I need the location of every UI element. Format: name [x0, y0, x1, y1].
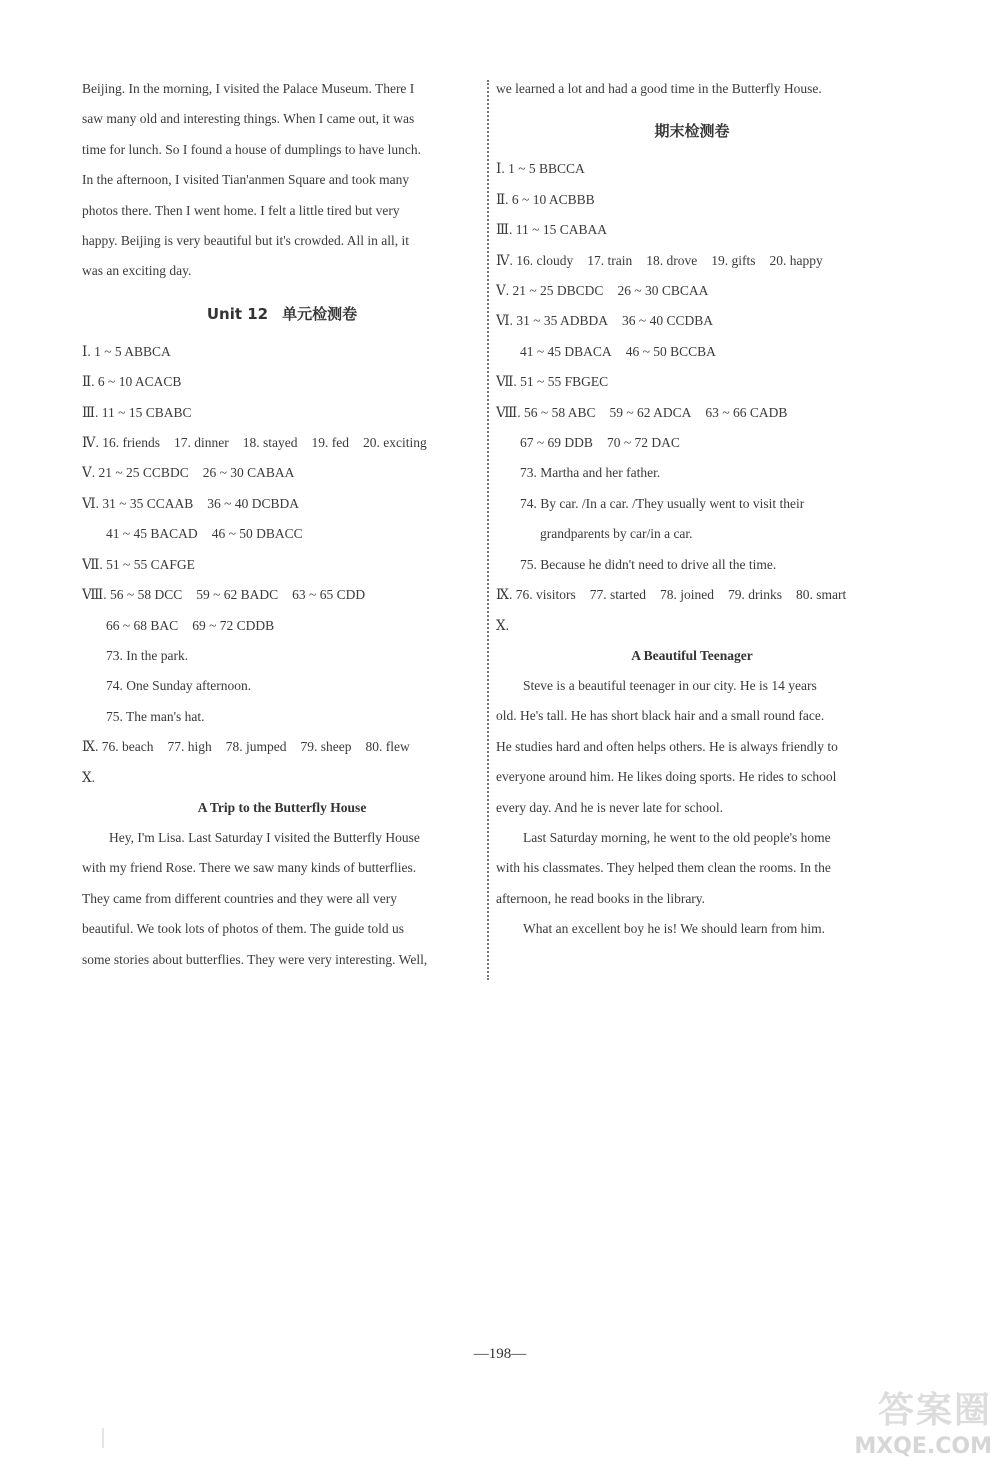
- essay-line: everyone around him. He likes doing sports. He rides to school: [496, 769, 837, 785]
- essay-line: was an exciting day.: [82, 263, 192, 279]
- answer-item: 69 ~ 72 CDDB: [192, 617, 275, 633]
- answer-row-8a: [82, 580, 482, 610]
- answer-item: 79. sheep: [300, 739, 352, 755]
- essay-line: Hey, I'm Lisa. Last Saturday I visited the Butterfly House: [109, 829, 420, 845]
- answer-item: 26 ~ 30 CABAA: [202, 465, 295, 481]
- essay-line: What an excellent boy he is! We should learn from him.: [523, 921, 825, 937]
- answer-item: Ⅸ. 76. beach: [82, 739, 154, 755]
- answer-item: 70 ~ 72 DAC: [606, 435, 680, 451]
- answer-row-8b: [496, 428, 888, 458]
- answer-item: 78. joined: [660, 587, 715, 603]
- essay-line: beautiful. We took lots of photos of them. The guide told us: [82, 921, 405, 937]
- answer-item: 36 ~ 40 CCDBA: [622, 313, 713, 329]
- answer-item: Ⅷ. 56 ~ 58 DCC: [82, 587, 183, 603]
- answer-item: 18. drove: [646, 252, 698, 268]
- answer-item: Ⅷ. 56 ~ 58 ABC: [496, 404, 596, 420]
- answer-item: Ⅴ. 21 ~ 25 CCBDC: [82, 465, 189, 481]
- essay-line: They came from different countries and they were all very: [82, 890, 397, 906]
- answer-item: 80. smart: [796, 587, 847, 603]
- answer-item: 63 ~ 65 CDD: [292, 587, 366, 603]
- final-exam-answers: [496, 154, 888, 641]
- essay-line: saw many old and interesting things. When I came out, it was: [82, 111, 415, 127]
- essay-line: we learned a lot and had a good time in the Butterfly House.: [496, 81, 822, 96]
- answer-row-6b: [496, 337, 888, 367]
- answer-item: 17. train: [587, 252, 633, 268]
- answer-item: 59 ~ 62 BADC: [196, 587, 279, 603]
- essay-title-butterfly: A Trip to the Butterfly House: [197, 799, 367, 815]
- essay-line: In the afternoon, I visited Tian'anmen Square and took many: [82, 172, 410, 188]
- unit11-essay-continuation: [82, 74, 482, 287]
- essay-line: He studies hard and often helps others. He is always friendly to: [496, 738, 838, 754]
- essay-line: Beijing. In the morning, I visited the Palace Museum. There I: [82, 81, 415, 96]
- column-divider: [487, 80, 489, 980]
- watermark-logo: [832, 1388, 992, 1466]
- answer-item: 19. gifts: [711, 252, 756, 268]
- unit12-heading: [82, 299, 482, 329]
- answer-73: 73. In the park.: [106, 647, 189, 663]
- answer-item: 18. stayed: [242, 435, 298, 451]
- answer-row-4: [496, 246, 888, 276]
- answer-item: 46 ~ 50 BCCBA: [625, 343, 716, 359]
- essay-line: Steve is a beautiful teenager in our city. He is 14 years: [523, 677, 817, 693]
- answer-row-7: Ⅶ. 51 ~ 55 CAFGE: [82, 556, 195, 572]
- answer-row-3: Ⅲ. 11 ~ 15 CBABC: [82, 404, 192, 420]
- scan-artifact: [102, 1428, 104, 1448]
- answer-item: Ⅳ. 16. cloudy: [496, 252, 574, 268]
- answer-item: 36 ~ 40 DCBDA: [207, 495, 299, 511]
- unit12-answers: [82, 337, 482, 793]
- answer-row-5: [496, 276, 888, 306]
- right-column: [496, 74, 888, 945]
- watermark-top-text: 答案圈: [877, 1390, 992, 1431]
- answer-item: 77. high: [167, 739, 212, 755]
- answer-row-1: Ⅰ. 1 ~ 5 ABBCA: [82, 343, 171, 359]
- answer-item: 19. fed: [311, 435, 349, 451]
- essay-butterfly: [82, 823, 482, 975]
- answer-item: 78. jumped: [225, 739, 287, 755]
- answer-75: 75. The man's hat.: [106, 708, 205, 724]
- essay-line: time for lunch. So I found a house of dumplings to have lunch.: [82, 141, 421, 157]
- answer-row-2: Ⅱ. 6 ~ 10 ACBBB: [496, 191, 595, 207]
- answer-row-10: Ⅹ.: [496, 617, 509, 633]
- answer-row-1: Ⅰ. 1 ~ 5 BBCCA: [496, 161, 585, 177]
- page-number: —198—: [473, 1346, 527, 1362]
- answer-item: 20. exciting: [362, 435, 427, 451]
- answer-row-9: [496, 580, 888, 610]
- answer-74: 74. One Sunday afternoon.: [106, 678, 252, 694]
- answer-75: 75. Because he didn't need to drive all the time.: [520, 556, 777, 572]
- answer-row-6b: [82, 519, 482, 549]
- essay-teenager: [496, 671, 888, 945]
- answer-row-6a: [496, 306, 888, 336]
- answer-row-6a: [82, 489, 482, 519]
- answer-item: 20. happy: [769, 252, 823, 268]
- answer-item: Ⅵ. 31 ~ 35 ADBDA: [496, 313, 609, 329]
- answer-item: 17. dinner: [173, 435, 229, 451]
- essay-line: with his classmates. They helped them clean the rooms. In the: [496, 860, 831, 876]
- answer-73: 73. Martha and her father.: [520, 465, 661, 481]
- unit12-title-cn: 单元检测卷: [282, 304, 358, 323]
- answer-row-7: Ⅶ. 51 ~ 55 FBGEC: [496, 374, 609, 390]
- final-exam-heading: 期末检测卷: [654, 122, 730, 141]
- essay-line: happy. Beijing is very beautiful but it's crowded. All in all, it: [82, 233, 410, 249]
- answer-item: Ⅸ. 76. visitors: [496, 587, 576, 603]
- answer-row-2: Ⅱ. 6 ~ 10 ACACB: [82, 374, 182, 390]
- essay-line: afternoon, he read books in the library.: [496, 890, 706, 906]
- answer-row-9: [82, 732, 482, 762]
- answer-item: 80. flew: [365, 739, 410, 755]
- answer-item: 26 ~ 30 CBCAA: [617, 283, 709, 299]
- answer-row-8b: [82, 611, 482, 641]
- essay-title-teenager: A Beautiful Teenager: [631, 647, 753, 663]
- essay-line: old. He's tall. He has short black hair and a small round face.: [496, 708, 825, 724]
- answer-item: 46 ~ 50 DBACC: [211, 526, 303, 542]
- answer-item: 66 ~ 68 BAC: [106, 617, 179, 633]
- answer-item: 67 ~ 69 DDB: [520, 435, 593, 451]
- essay-line: some stories about butterflies. They were very interesting. Well,: [82, 951, 428, 967]
- answer-item: 41 ~ 45 DBACA: [520, 343, 612, 359]
- answer-row-5: [82, 458, 482, 488]
- essay-line: with my friend Rose. There we saw many kinds of butterflies.: [82, 860, 417, 876]
- answer-item: 77. started: [589, 587, 647, 603]
- essay-line: photos there. Then I went home. I felt a little tired but very: [82, 202, 400, 218]
- essay-line: Last Saturday morning, he went to the old people's home: [523, 829, 831, 845]
- answer-row-4: [82, 428, 482, 458]
- essay-line: every day. And he is never late for school.: [496, 799, 724, 815]
- answer-row-3: Ⅲ. 11 ~ 15 CABAA: [496, 222, 607, 238]
- answer-row-8a: [496, 398, 888, 428]
- answer-row-10: Ⅹ.: [82, 769, 95, 785]
- answer-item: 41 ~ 45 BACAD: [106, 526, 198, 542]
- answer-item: 59 ~ 62 ADCA: [609, 404, 692, 420]
- left-column: [82, 74, 482, 975]
- watermark-bottom-text: MXQE.COM: [854, 1434, 992, 1459]
- answer-item: Ⅴ. 21 ~ 25 DBCDC: [496, 283, 604, 299]
- answer-74-line1: 74. By car. /In a car. /They usually went to visit their: [520, 495, 805, 511]
- answer-74-line2: grandparents by car/in a car.: [540, 526, 693, 542]
- answer-item: Ⅳ. 16. friends: [82, 435, 160, 451]
- answer-item: Ⅵ. 31 ~ 35 CCAAB: [82, 495, 194, 511]
- unit12-title: Unit 12: [206, 304, 269, 323]
- answer-item: 79. drinks: [728, 587, 783, 603]
- answer-item: 63 ~ 66 CADB: [705, 404, 788, 420]
